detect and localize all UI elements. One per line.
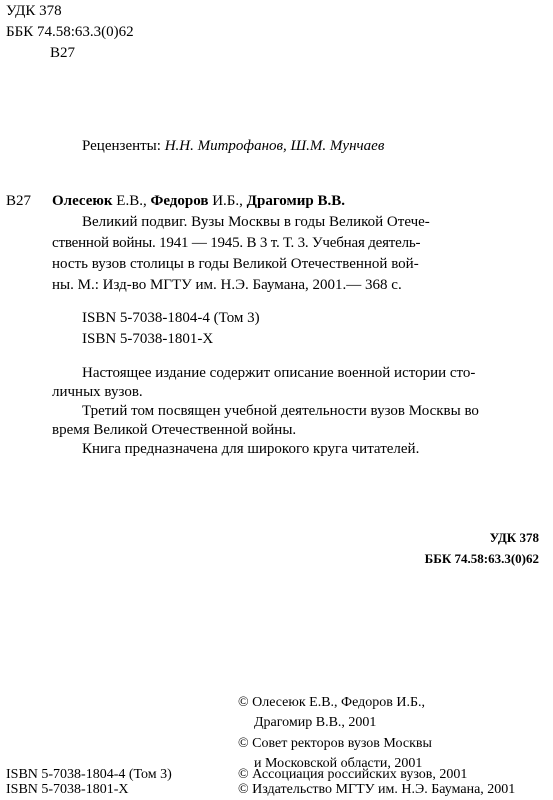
author-mark: В27 bbox=[50, 45, 76, 61]
bib-line-1: Великий подвиг. Вузы Москвы в годы Великой Отече- bbox=[82, 214, 430, 230]
copyright-line-2: Драгомир В.В., 2001 bbox=[254, 715, 377, 730]
annotation-line-3: Третий том посвящен учебной деятельности вузов Москвы во bbox=[82, 403, 479, 419]
footer-isbn-1: ISBN 5-7038-1804-4 (Том 3) bbox=[6, 767, 172, 782]
copyright-line-3: © Совет ректоров вузов Москвы bbox=[238, 736, 432, 751]
author1-initials: Е.В., bbox=[116, 193, 147, 209]
copyright-line-1: © Олесеюк Е.В., Федоров И.Б., bbox=[238, 695, 426, 710]
bib-code: В27 bbox=[6, 193, 32, 209]
copyright-line-5: © Ассоциация российских вузов, 2001 bbox=[238, 767, 468, 782]
annotation-line-1: Настоящее издание содержит описание военной истории сто- bbox=[82, 365, 476, 381]
reviewers-label: Рецензенты: bbox=[82, 138, 161, 154]
bib-isbn-1: ISBN 5-7038-1804-4 (Том 3) bbox=[82, 310, 260, 326]
copyright-line-6: © Издательство МГТУ им. Н.Э. Баумана, 2001 bbox=[238, 782, 516, 797]
author2-surname: Федоров bbox=[150, 193, 209, 209]
bib-line-4: ны. М.: Изд-во МГТУ им. Н.Э. Баумана, 2001.— 368 с. bbox=[52, 277, 402, 293]
udk-code-bold: УДК 378 bbox=[489, 530, 539, 545]
reviewers-line bbox=[82, 137, 384, 155]
bib-line-2: ственной войны. 1941 — 1945. В 3 т. Т. 3. Учебная деятель- bbox=[52, 235, 421, 251]
annotation-line-4: время Великой Отечественной войны. bbox=[52, 422, 297, 438]
author2-initials: И.Б., bbox=[212, 193, 243, 209]
bib-line-3: ность вузов столицы в годы Великой Отечественной вой- bbox=[52, 256, 419, 272]
udk-code: УДК 378 bbox=[6, 3, 62, 19]
copyright-line-4: и Московской области, 2001 bbox=[254, 756, 423, 771]
bib-authors bbox=[52, 192, 345, 210]
reviewers-names: Н.Н. Митрофанов, Ш.М. Мунчаев bbox=[164, 138, 385, 154]
annotation-line-5: Книга предназначена для широкого круга читателей. bbox=[82, 441, 420, 457]
bbk-code-bold: ББК 74.58:63.3(0)62 bbox=[424, 551, 539, 566]
author3-name: Драгомир В.В. bbox=[246, 193, 345, 209]
footer-isbn-2: ISBN 5-7038-1801-X bbox=[6, 782, 129, 797]
bbk-code: ББК 74.58:63.3(0)62 bbox=[6, 24, 134, 40]
bib-isbn-2: ISBN 5-7038-1801-X bbox=[82, 331, 214, 347]
annotation-line-2: личных вузов. bbox=[52, 384, 143, 400]
author1-surname: Олесеюк bbox=[52, 193, 113, 209]
